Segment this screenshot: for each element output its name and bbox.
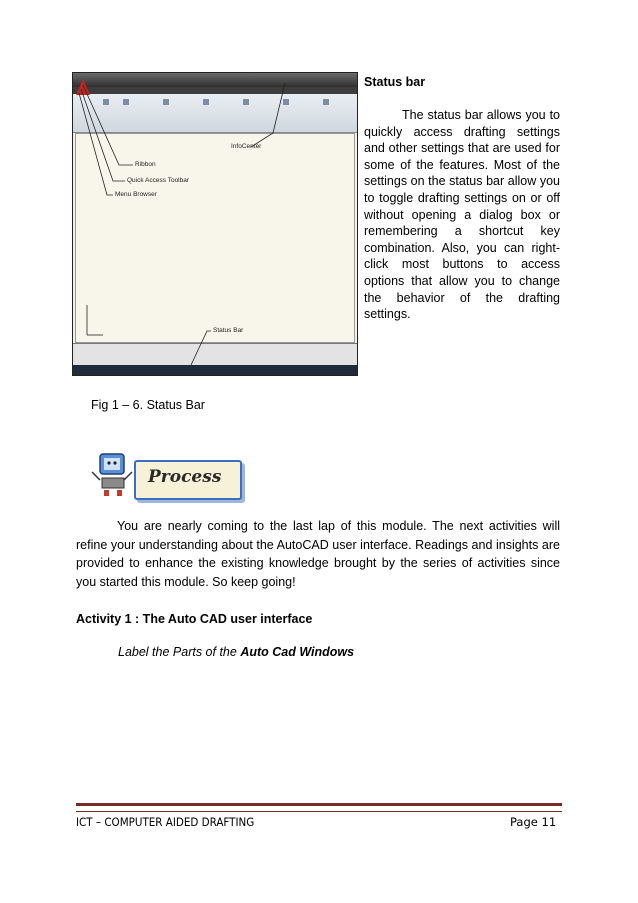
activity-instruction-prefix: Label the Parts of the [118,645,241,659]
callout-quick-access-toolbar: Quick Access Toolbar [127,177,190,184]
figure-caption: Fig 1 – 6. Status Bar [91,398,205,412]
callout-line-quick-access [81,89,125,181]
callout-line-status-bar [191,331,211,365]
process-label: Process [148,467,222,487]
body-paragraph: You are nearly coming to the last lap of this module. The next activities will refine your understanding about the AutoCAD user interface. Readings and insights are provided to enhance the existing knowledge brought by the series of activities since you started this module. So keep going! [76,519,560,589]
callout-menu-browser: Menu Browser [115,191,157,198]
callout-infocenter: InfoCenter [231,143,262,150]
status-bar-paragraph-text: The status bar allows you to quickly access drafting settings and other settings that are used for some of the features. Most of the settings on the status bar allow you to toggle drafting settings on or off without opening a dialog box or remembering a shortcut key combination. Also, you can right-click most buttons to access options that allow you to change the behavior of the drafting settings. [364,108,560,322]
activity-title: Activity 1 : The Auto CAD user interface [76,612,313,626]
status-bar-paragraph [364,107,560,323]
activity-instruction [118,645,354,659]
autocad-screenshot-figure [72,72,358,376]
callout-line-ribbon [83,85,133,165]
callout-line-infocenter [251,83,285,147]
callout-line-menu-browser [79,93,113,195]
footer-page-number: Page 11 [510,815,557,829]
section-heading-status-bar: Status bar [364,75,426,89]
callout-ribbon: Ribbon [135,161,156,168]
computer-mascot-icon [90,448,136,500]
footer-rule [76,803,562,812]
process-banner [90,448,240,500]
activity-instruction-bold: Auto Cad Windows [240,645,355,659]
callout-status-bar: Status Bar [213,327,244,334]
footer-course-title: ICT – COMPUTER AIDED DRAFTING [76,815,255,829]
